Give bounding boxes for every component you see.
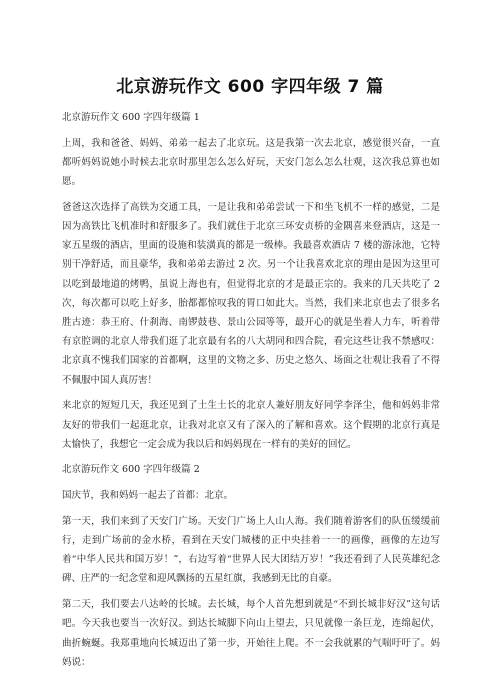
- paragraph: 爸爸这次选择了高铁为交通工具，一是让我和弟弟尝试一下和坐飞机不一样的感觉，二是因为高铁比飞机准时和舒服多了。我们就住于北京三环安贞桥的金隅喜来登酒店，这是一家五星级的酒店，里面的设施和装潢真的都是一级棒。我最喜欢酒店 7 楼的游泳池，它特别干净舒适，而且豪华，我和弟弟去游过 2 次。另一个让我喜欢北京的理由是因为这里可以吃到最地道的烤鸭，虽说上海也有，但觉得北京的才是最正宗的。我来的几天共吃了 2 次，每次都可以吃上好多，胎都都惊叹我的胃口如此大。当然，我们来北京也去了很多名胜古迹：恭王府、什刹海、南锣鼓巷、景山公园等等，最开心的就是坐着人力车，听着带有京腔调的北京人带我们逛了北京最有名的八大胡同和四合院，看完这些让我不禁感叹：北京真不愧我们国家的首都啊，这里的文物之多、历史之悠久、场面之壮观让我看了不得不佩服中国人真厉害！: [62, 201, 440, 386]
- section-heading: 北京游玩作文 600 字四年级篇 2: [62, 464, 200, 476]
- paragraph: 来北京的短短几天，我还见到了土生土长的北京人兼好朋友好同学李泽尘，他和妈妈非常友好的带我们一起逛北京，让我对北京又有了深入的了解和喜欢。这个假期的北京行真是太愉快了，我想它一定会成为我以后和妈妈现在一样有的美好的回忆。: [62, 400, 440, 450]
- paragraph: 第一天，我们来到了天安门广场。天安门广场上人山人海。我们随着游客们的队伍缓缓前行，走到广场前的金水桥，看到在天安门城楼的正中央挂着一一的画像，画像的左边写着“中华人民共和国万岁！”，右边写着“世界人民大团结万岁！”我还看到了人民英雄纪念碑、庄严的一纪念堂和迎风飘扬的五星红旗，我感到无比的自豪。: [62, 515, 440, 585]
- paragraph: 第二天，我们要去八达岭的长城。去长城，每个人首先想到就是“不到长城非好汉”这句话吧。今天我也要当一次好汉。到达长城脚下向山上望去，只见就像一条巨龙，连绵起伏，曲折蜿蜒。我郑重地向长城迈出了第一步，开始往上爬。不一会我就累的气喘吁吁了。妈妈说：: [62, 599, 440, 668]
- paragraph: 国庆节，我和妈妈一起去了首都：北京。: [62, 490, 234, 502]
- paragraph: 上周，我和爸爸、妈妈、弟弟一起去了北京玩。这是我第一次去北京，感觉很兴奋，一直都听妈妈说她小时候去北京时那里怎么怎么好玩，天安门怎么怎么壮观，这次我总算也如愿。: [62, 137, 440, 188]
- section-heading: 北京游玩作文 600 字四年级篇 1: [62, 112, 200, 123]
- document-title: 北京游玩作文 600 字四年级 7 篇: [116, 77, 384, 97]
- document-body: [62, 108, 440, 678]
